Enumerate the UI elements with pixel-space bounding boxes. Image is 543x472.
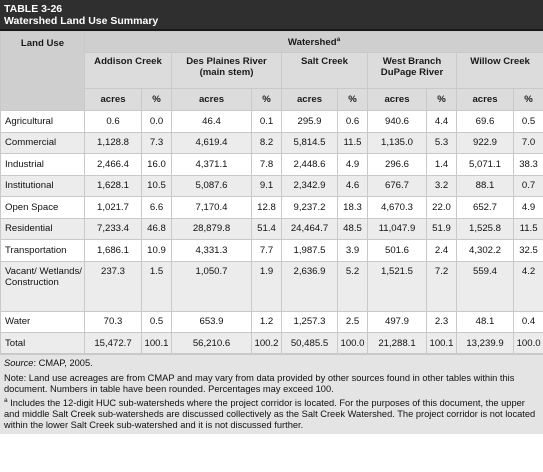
acres-cell: 652.7	[457, 197, 514, 219]
acres-column-header: acres	[282, 89, 338, 111]
acres-cell: 5,087.6	[172, 175, 252, 197]
acres-column-header: acres	[457, 89, 514, 111]
acres-cell: 1,628.1	[85, 175, 142, 197]
percent-cell: 100.1	[427, 333, 457, 354]
source-line	[4, 358, 539, 369]
percent-cell: 22.0	[427, 197, 457, 219]
acres-cell: 922.9	[457, 132, 514, 154]
table-row	[1, 111, 543, 133]
acres-column-header: acres	[172, 89, 252, 111]
percent-column-header: %	[338, 89, 368, 111]
acres-cell: 5,071.1	[457, 154, 514, 176]
table-row	[1, 175, 543, 197]
percent-cell: 11.5	[514, 218, 543, 240]
percent-cell: 0.5	[514, 111, 543, 133]
row-label: Open Space	[1, 197, 85, 219]
percent-cell: 5.3	[427, 132, 457, 154]
percent-cell: 0.4	[514, 311, 543, 333]
percent-cell: 3.2	[427, 175, 457, 197]
acres-cell: 7,170.4	[172, 197, 252, 219]
percent-cell: 9.1	[252, 175, 282, 197]
acres-cell: 940.6	[368, 111, 427, 133]
acres-cell: 9,237.2	[282, 197, 338, 219]
percent-cell: 51.4	[252, 218, 282, 240]
table-row	[1, 311, 543, 333]
percent-column-header: %	[142, 89, 172, 111]
acres-cell: 46.4	[172, 111, 252, 133]
footnotes	[0, 354, 543, 434]
percent-cell: 18.3	[338, 197, 368, 219]
percent-cell: 1.9	[252, 261, 282, 311]
acres-cell: 88.1	[457, 175, 514, 197]
percent-cell: 0.0	[142, 111, 172, 133]
acres-cell: 1,021.7	[85, 197, 142, 219]
percent-cell: 1.2	[252, 311, 282, 333]
percent-cell: 8.2	[252, 132, 282, 154]
land-use-table	[0, 31, 543, 354]
percent-column-header: %	[514, 89, 543, 111]
row-label: Total	[1, 333, 85, 354]
acres-cell: 15,472.7	[85, 333, 142, 354]
percent-cell: 2.5	[338, 311, 368, 333]
row-label: Water	[1, 311, 85, 333]
acres-cell: 1,135.0	[368, 132, 427, 154]
percent-cell: 0.1	[252, 111, 282, 133]
percent-cell: 1.4	[427, 154, 457, 176]
percent-cell: 6.6	[142, 197, 172, 219]
acres-cell: 4,331.3	[172, 240, 252, 262]
footnote-a-mark: a	[4, 397, 8, 405]
acres-cell: 13,239.9	[457, 333, 514, 354]
row-label: Agricultural	[1, 111, 85, 133]
acres-cell: 296.6	[368, 154, 427, 176]
acres-cell: 48.1	[457, 311, 514, 333]
table-number: TABLE 3-26	[4, 3, 63, 15]
table-row	[1, 154, 543, 176]
percent-cell: 10.5	[142, 175, 172, 197]
percent-cell: 100.1	[142, 333, 172, 354]
watershed-name-header: Salt Creek	[282, 53, 368, 89]
footnote-a-text: Includes the 12-digit HUC sub-watersheds where the project corridor is located. For the purposes of this document, the upper and middle Salt Creek sub-watersheds are discussed collectively as the Salt Creek Watershed. The project corridor is not located within the lower Salt Creek sub-watershed and it is not discussed further.	[4, 398, 536, 430]
percent-cell: 100.2	[252, 333, 282, 354]
row-label: Industrial	[1, 154, 85, 176]
watershed-header-text: Watershed	[287, 36, 337, 48]
percent-column-header: %	[427, 89, 457, 111]
acres-cell: 5,814.5	[282, 132, 338, 154]
percent-cell: 4.9	[338, 154, 368, 176]
acres-cell: 501.6	[368, 240, 427, 262]
acres-column-header: acres	[85, 89, 142, 111]
percent-cell: 7.8	[252, 154, 282, 176]
acres-cell: 24,464.7	[282, 218, 338, 240]
table-title-bar	[0, 0, 543, 31]
footnote-a	[4, 398, 539, 430]
acres-cell: 2,448.6	[282, 154, 338, 176]
acres-cell: 0.6	[85, 111, 142, 133]
watershed-name-header: Des Plaines River (main stem)	[172, 53, 282, 89]
row-label: Transportation	[1, 240, 85, 262]
acres-cell: 559.4	[457, 261, 514, 311]
acres-cell: 4,670.3	[368, 197, 427, 219]
row-label: Vacant/ Wetlands/ Construction	[1, 261, 85, 311]
percent-cell: 0.5	[142, 311, 172, 333]
acres-cell: 2,466.4	[85, 154, 142, 176]
acres-cell: 70.3	[85, 311, 142, 333]
acres-cell: 295.9	[282, 111, 338, 133]
source-label: Source	[4, 358, 34, 368]
table-row	[1, 261, 543, 311]
percent-cell: 4.6	[338, 175, 368, 197]
percent-cell: 16.0	[142, 154, 172, 176]
acres-cell: 1,987.5	[282, 240, 338, 262]
acres-cell: 653.9	[172, 311, 252, 333]
percent-column-header: %	[252, 89, 282, 111]
percent-cell: 4.9	[514, 197, 543, 219]
percent-cell: 1.5	[142, 261, 172, 311]
percent-cell: 2.3	[427, 311, 457, 333]
table-row	[1, 240, 543, 262]
percent-cell: 10.9	[142, 240, 172, 262]
acres-cell: 4,371.1	[172, 154, 252, 176]
acres-cell: 7,233.4	[85, 218, 142, 240]
land-use-table-body	[1, 111, 543, 354]
percent-cell: 12.8	[252, 197, 282, 219]
percent-cell: 4.2	[514, 261, 543, 311]
table-title: Watershed Land Use Summary	[4, 15, 159, 27]
acres-cell: 497.9	[368, 311, 427, 333]
acres-cell: 1,525.8	[457, 218, 514, 240]
watershed-name-header: Willow Creek	[457, 53, 543, 89]
acres-cell: 1,257.3	[282, 311, 338, 333]
percent-cell: 3.9	[338, 240, 368, 262]
watershed-name-header: Addison Creek	[85, 53, 172, 89]
table-row	[1, 333, 543, 354]
table-row	[1, 132, 543, 154]
watershed-name-header: West Branch DuPage River	[368, 53, 457, 89]
watershed-note-mark: a	[336, 35, 341, 43]
acres-cell: 11,047.9	[368, 218, 427, 240]
percent-cell: 11.5	[338, 132, 368, 154]
acres-cell: 1,050.7	[172, 261, 252, 311]
row-label: Commercial	[1, 132, 85, 154]
percent-cell: 100.0	[338, 333, 368, 354]
acres-cell: 56,210.6	[172, 333, 252, 354]
acres-cell: 1,521.5	[368, 261, 427, 311]
acres-cell: 237.3	[85, 261, 142, 311]
percent-cell: 51.9	[427, 218, 457, 240]
percent-cell: 0.6	[338, 111, 368, 133]
percent-cell: 7.7	[252, 240, 282, 262]
percent-cell: 5.2	[338, 261, 368, 311]
percent-cell: 48.5	[338, 218, 368, 240]
row-label: Residential	[1, 218, 85, 240]
watershed-header	[85, 32, 543, 53]
acres-cell: 50,485.5	[282, 333, 338, 354]
row-label: Institutional	[1, 175, 85, 197]
percent-cell: 7.3	[142, 132, 172, 154]
acres-cell: 1,128.8	[85, 132, 142, 154]
acres-cell: 28,879.8	[172, 218, 252, 240]
source-text: : CMAP, 2005.	[33, 358, 93, 368]
percent-cell: 100.0	[514, 333, 543, 354]
percent-cell: 7.0	[514, 132, 543, 154]
percent-cell: 2.4	[427, 240, 457, 262]
percent-cell: 46.8	[142, 218, 172, 240]
table-row	[1, 197, 543, 219]
percent-cell: 32.5	[514, 240, 543, 262]
table-row	[1, 218, 543, 240]
acres-cell: 69.6	[457, 111, 514, 133]
acres-cell: 21,288.1	[368, 333, 427, 354]
percent-cell: 0.7	[514, 175, 543, 197]
acres-cell: 2,342.9	[282, 175, 338, 197]
percent-cell: 7.2	[427, 261, 457, 311]
acres-cell: 676.7	[368, 175, 427, 197]
note-text: Note: Land use acreages are from CMAP and may vary from data provided by other sources found in other tables within this document. Numbers in table have been rounded. Percentages may exceed 100.	[4, 372, 515, 394]
acres-cell: 4,302.2	[457, 240, 514, 262]
percent-cell: 38.3	[514, 154, 543, 176]
percent-cell: 4.4	[427, 111, 457, 133]
acres-cell: 4,619.4	[172, 132, 252, 154]
acres-column-header: acres	[368, 89, 427, 111]
acres-cell: 2,636.9	[282, 261, 338, 311]
land-use-header: Land Use	[1, 32, 85, 111]
acres-cell: 1,686.1	[85, 240, 142, 262]
